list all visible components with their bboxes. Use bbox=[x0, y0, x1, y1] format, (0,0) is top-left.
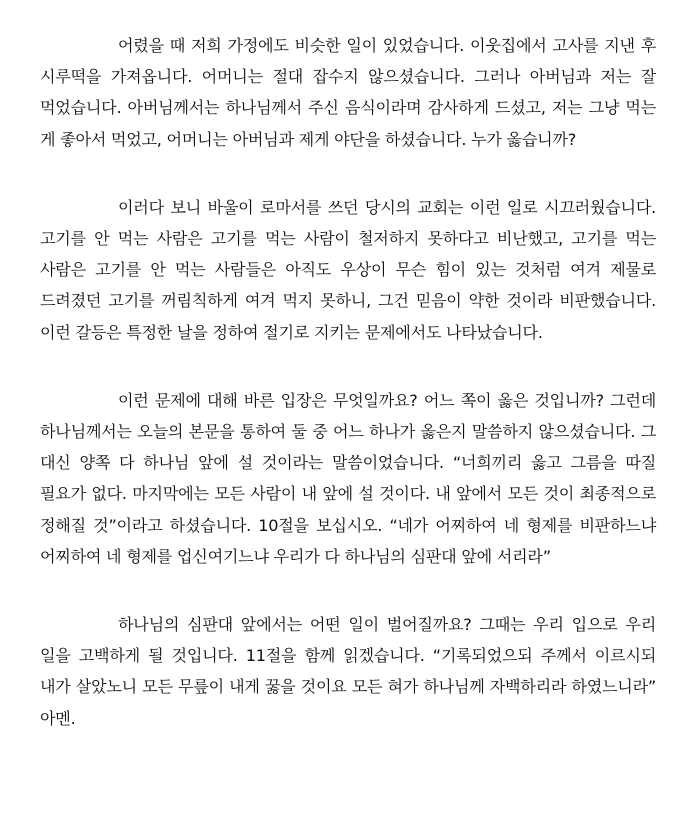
paragraph-3: 이런 문제에 대해 바른 입장은 무엇일까요? 어느 쪽이 옳은 것입니까? 그런데 하나님께서는 오늘의 본문을 통하여 둘 중 어느 하나가 옳은지 말씀하지 않으셨습니다. 그 대신 양쪽 다 하나님 앞에 설 것이라는 말씀이었습니다. “너희끼리 옳고 그름을 따질 필요가 없다. 마지막에는 모든 사람이 내 앞에 설 것이다. 내 앞에서 모든 것이 최종적으로 정해질 것”이라고 하셨습니다. 10절을 보십시오. “네가 어찌하여 네 형제를 비판하느냐 어찌하여 네 형제를 업신여기느냐 우리가 다 하나님의 심판대 앞에 서리라” bbox=[40, 390, 656, 566]
paragraph-2: 이러다 보니 바울이 로마서를 쓰던 당시의 교회는 이런 일로 시끄러웠습니다. 고기를 안 먹는 사람은 고기를 먹는 사람이 철저하지 못하다고 비난했고, 고기를 먹는 사람은 고기를 안 먹는 사람들은 아직도 우상이 무슨 힘이 있는 것처럼 여겨 제물로 드려졌던 고기를 꺼림칙하게 여겨 먹지 못하니, 그건 믿음이 약한 것이라 비판했습니다. 이런 갈등은 특정한 날을 정하여 절기로 지키는 문제에서도 나타났습니다. bbox=[40, 197, 656, 342]
paragraph-1: 어렸을 때 저희 가정에도 비슷한 일이 있었습니다. 이웃집에서 고사를 지낸 후 시루떡을 가져옵니다. 어머니는 절대 잡수지 않으셨습니다. 그러나 아버님과 저는 잘 먹었습니다. 아버님께서는 하나님께서 주신 음식이라며 감사하게 드셨고, 저는 그냥 먹는 게 좋아서 먹었고, 어머니는 아버님과 제게 야단을 하셨습니다. 누가 옳습니까? bbox=[40, 36, 656, 149]
paragraph-4: 하나님의 심판대 앞에서는 어떤 일이 벌어질까요? 그때는 우리 입으로 우리 일을 고백하게 될 것입니다. 11절을 함께 읽겠습니다. “기록되었으되 주께서 이르시되 내가 살았노니 모든 무릎이 내게 꿇을 것이요 모든 혀가 하나님께 자백하리라 하였느니라” 아멘. bbox=[40, 615, 656, 728]
